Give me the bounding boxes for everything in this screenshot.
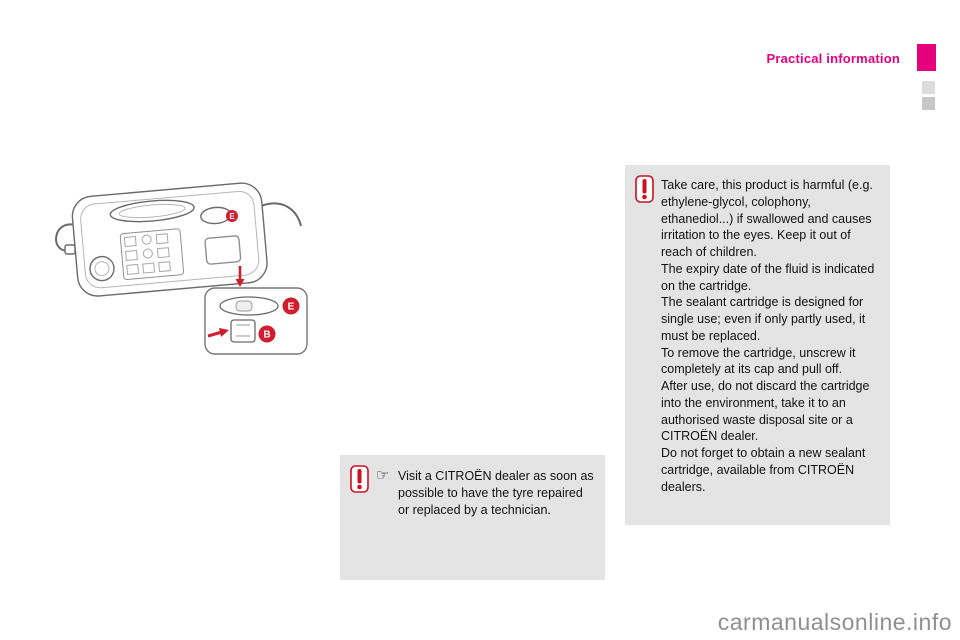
- sealant-kit-illustration: [55, 168, 320, 358]
- watermark: carmanualsonline.info: [717, 609, 952, 635]
- sealant-kit-drawing: [55, 168, 320, 358]
- dealer-note-text: Visit a CITROËN dealer as soon as possible to have the tyre repaired or replaced by a technician.: [398, 469, 594, 517]
- svg-text:B: B: [263, 329, 271, 341]
- section-tab: [917, 44, 936, 71]
- warning-icon: [350, 465, 369, 493]
- warning-text-line: After use, do not discard the cartridge into the environment, take it to an authorised waste disposal site or a CITROËN dealer.: [661, 379, 870, 444]
- pointer-icon: ☞: [376, 467, 390, 484]
- air-hose: [261, 203, 301, 226]
- svg-text:E: E: [229, 212, 235, 221]
- section-title: Practical information: [766, 51, 900, 66]
- instruction-label: [120, 229, 184, 280]
- page-marker-square: [922, 81, 935, 94]
- sealant-warning-box: [625, 165, 890, 525]
- svg-text:E: E: [287, 301, 295, 313]
- warning-icon: [635, 175, 654, 203]
- warning-text-line: Do not forget to obtain a new sealant cartridge, available from CITROËN dealers.: [661, 446, 866, 494]
- warning-text-line: Take care, this product is harmful (e.g. ethylene-glycol, colophony, ethanediol...) if swallowed and causes irritation to the eyes. Keep it out of reach of children.: [661, 178, 873, 259]
- badge-b: [259, 326, 276, 343]
- warning-text: [661, 177, 878, 495]
- warning-text-line: To remove the cartridge, unscrew it completely at its cap and pull off.: [661, 345, 856, 377]
- dealer-note-box: [340, 455, 605, 580]
- warning-text-line: The expiry date of the fluid is indicated on the cartridge.: [661, 261, 875, 293]
- badge-e: [283, 298, 300, 315]
- warning-text-line: The sealant cartridge is designed for single use; even if only partly used, it must be replaced.: [661, 295, 866, 343]
- detail-inset: [205, 288, 307, 354]
- badge-e-small: [226, 210, 238, 222]
- page-marker-square: [922, 97, 935, 110]
